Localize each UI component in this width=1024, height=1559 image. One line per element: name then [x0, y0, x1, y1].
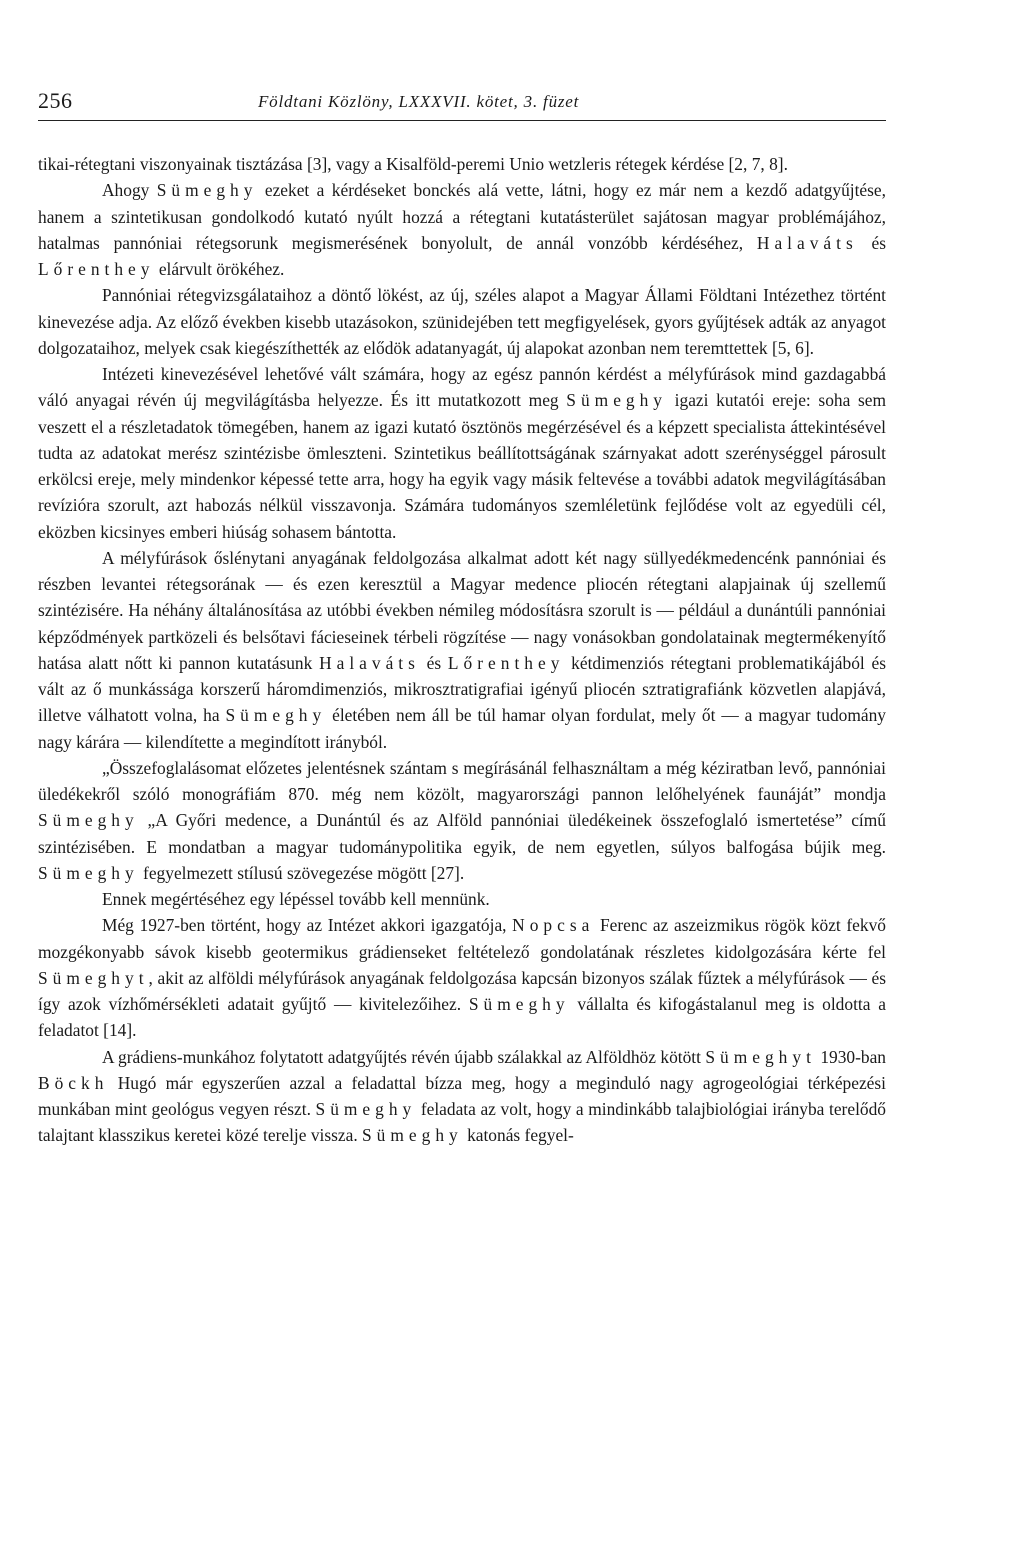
spaced-name: Sümeghy	[566, 390, 667, 411]
running-title: Földtani Közlöny, LXXXVII. kötet, 3. füzet	[258, 92, 580, 111]
paragraph	[38, 1044, 886, 1149]
text-run: Intézeti kinevezésével lehetővé vált számára, hogy az egész pannón kérdést a mélyfúrások mind gazdagabbá váló anyagai révén új megvilágításba helyezze. És itt mutatkozott meg	[38, 364, 886, 411]
text-run: „A Győri medence, a Dunántúl és az Alföld pannóniai üledékeinek összefoglaló ismertetése” című szintézisében. E mondatban a magyar tudománypolitika egyik, de nem egyetlen, súlyos balfogása bújik meg.	[38, 810, 886, 857]
text-run: Ahogy	[102, 180, 157, 201]
paragraph	[38, 177, 886, 282]
text-run: A grádiens-munkához folytatott adatgyűjtés révén újabb szálakkal az Alföldhöz kötött	[102, 1046, 706, 1067]
spaced-name: Sümeghy	[468, 994, 570, 1014]
text-run: A mélyfúrások őslénytani anyagának feldolgozása alkalmat adott két nagy süllyedékmedencénk pannóniai és részben levantei rétegsorának — és ezen keresztül a Magyar medence pliocén rétegtani alapjainak új szellemű szintézisére. Ha néhány általánosítása az utóbbi években némileg módosításra szorult is — például a dunántúli pannóniai képződmények partközeli és belsőtavi fácieseinek térbeli rögzítése — nagy vonásokban gondolatainak megtermékenyítő hatása alatt nőtt ki pannon kutatásunk	[38, 547, 886, 673]
text-run: igazi kutatói ereje: soha sem veszett el a részletadatok tömegében, hanem az igazi kutató ösztönös megérzésével és a képzett specialista áttekintésével tudta az adatokat merész szintézisbe ömleszteni. Szintetikus beállítottságának szárnyakat adott szerénységgel párosult erkölcsi ereje, mely mindenkor képessé tette arra, hogy ha egyik vagy másik feltevése a további adatok megvilágításában revízióra szorult, azt habozás nélkül visszavonja. Számára tudományos szemléletünk fejlődése volt az egyedüli cél, eközben kicsinyes emberi hiúság sohasem bántotta.	[38, 390, 886, 542]
text-run: tikai-rétegtani viszonyainak tisztázása [3], vagy a Kisalföld-peremi Unio wetzleris rétegek kérdése [2, 7, 8].	[38, 154, 788, 174]
spaced-name: Sümeghy	[38, 810, 139, 831]
spaced-name: Halaváts	[756, 232, 858, 253]
text-run: elárvult örökéhez.	[154, 259, 285, 279]
spaced-name: Böckh	[38, 1072, 109, 1093]
text-run: kétdimenziós rétegtani problematikájából és vált az ő munkássága korszerű háromdimenziós, mikrosztratigrafiai igényű pliocén sztratigrafiánk közvetlen alapjává, illetve válhatott volna, ha	[38, 652, 886, 726]
text-run: és	[419, 652, 448, 673]
paragraph	[38, 755, 886, 886]
page-header	[38, 88, 886, 121]
spaced-name: Sümeghy	[225, 705, 327, 726]
text-run: vállalta és kifogástalanul meg is oldotta a feladatot [14].	[38, 994, 886, 1041]
spaced-name: Lőrenthey	[447, 652, 565, 673]
paragraph	[38, 545, 886, 755]
text-run: Még 1927-ben történt, hogy az Intézet akkori igazgatója,	[102, 915, 513, 936]
text-run: 1930-ban	[815, 1046, 887, 1067]
text-run: Ennek megértéséhez egy lépéssel tovább kell mennünk.	[102, 889, 490, 909]
text-run: Pannóniai rétegvizsgálataihoz a döntő lökést, az új, széles alapot a Magyar Állami Földtani Intézethez történt kinevezése adja. Az előző években kisebb utazásokon, szünidejében tett megfigyelések, gyors gyűjtések adták az anyagot dolgozataihoz, melyek csak kiegészíthették az elődök adatanyagát, új alapokat azonban nem teremttettek [5, 6].	[38, 285, 886, 358]
spaced-name: Lőrenthey	[38, 259, 155, 279]
spaced-name: Halaváts	[319, 652, 420, 673]
text-run: Ferenc az aszeizmikus rögök közt fekvő mozgékonyabb sávok kisebb geotermikus grádienseket feltételező gondolatának részletes kidolgozására kérte fel	[38, 915, 886, 962]
document-page	[38, 88, 886, 1528]
paragraph	[38, 361, 886, 545]
spaced-name: Sümeghy	[38, 862, 139, 883]
text-run: katonás fegyel-	[462, 1125, 574, 1146]
spaced-name: Sümeghy	[156, 180, 258, 201]
text-run: Hugó már egyszerűen azzal a feladattal bízza meg, hogy a meginduló nagy agrogeológiai térképezési munkában mint geológus vegyen részt.	[38, 1072, 886, 1119]
page-number: 256	[38, 88, 73, 113]
text-run: életében nem áll be túl hamar olyan fordulat, mely őt — a magyar tudomány nagy kárára — kilendítette a megindított irányból.	[38, 705, 886, 752]
spaced-name: Sümeghy	[362, 1125, 463, 1146]
body-text	[38, 151, 886, 1149]
paragraph	[38, 282, 886, 361]
text-run: ezeket a kérdéseket bonckés alá vette, látni, hogy ez már nem a kezdő adatgyűjtése, hanem a szintetikusan gondolkodó kutató nyúlt hozzá a rétegtani kutatásterület sajátosan magyar problémájához, hatalmas pannóniai rétegsorunk megismerésének bonyolult, de annál vonzóbb kérdéséhez,	[38, 180, 886, 253]
paragraph	[38, 151, 886, 177]
paragraph	[38, 886, 886, 912]
spaced-name: Sümeghyt	[705, 1046, 816, 1067]
text-run: „Összefoglalásomat előzetes jelentésnek szántam s megírásánál felhasználtam a még kéziratban levő, pannóniai üledékekről szóló monográfiám 870. még nem közölt, magyarországi pannon lelőhelyének faunáját” mondja	[38, 757, 886, 804]
spaced-name: Nopcsa	[512, 915, 595, 936]
text-run: fegyelmezett stílusú szövegezése mögött [27].	[138, 862, 465, 883]
text-run: , akit az alföldi mélyfúrások anyagának feldolgozása kapcsán bizonyos szálak fűztek a mélyfúrások — és így azok vízhőmérsékleti adatait gyűjtő — kivitelezőihez.	[38, 967, 886, 1014]
spaced-name: Sümeghy	[315, 1099, 417, 1119]
spaced-name: Sümeghyt	[38, 967, 149, 988]
text-run: feladata az volt, hogy a mindinkább talajbiológiai irányba terelődő talajtant klasszikus keretei közé terelje vissza.	[38, 1099, 886, 1146]
text-run: és	[857, 232, 886, 253]
paragraph	[38, 912, 886, 1043]
